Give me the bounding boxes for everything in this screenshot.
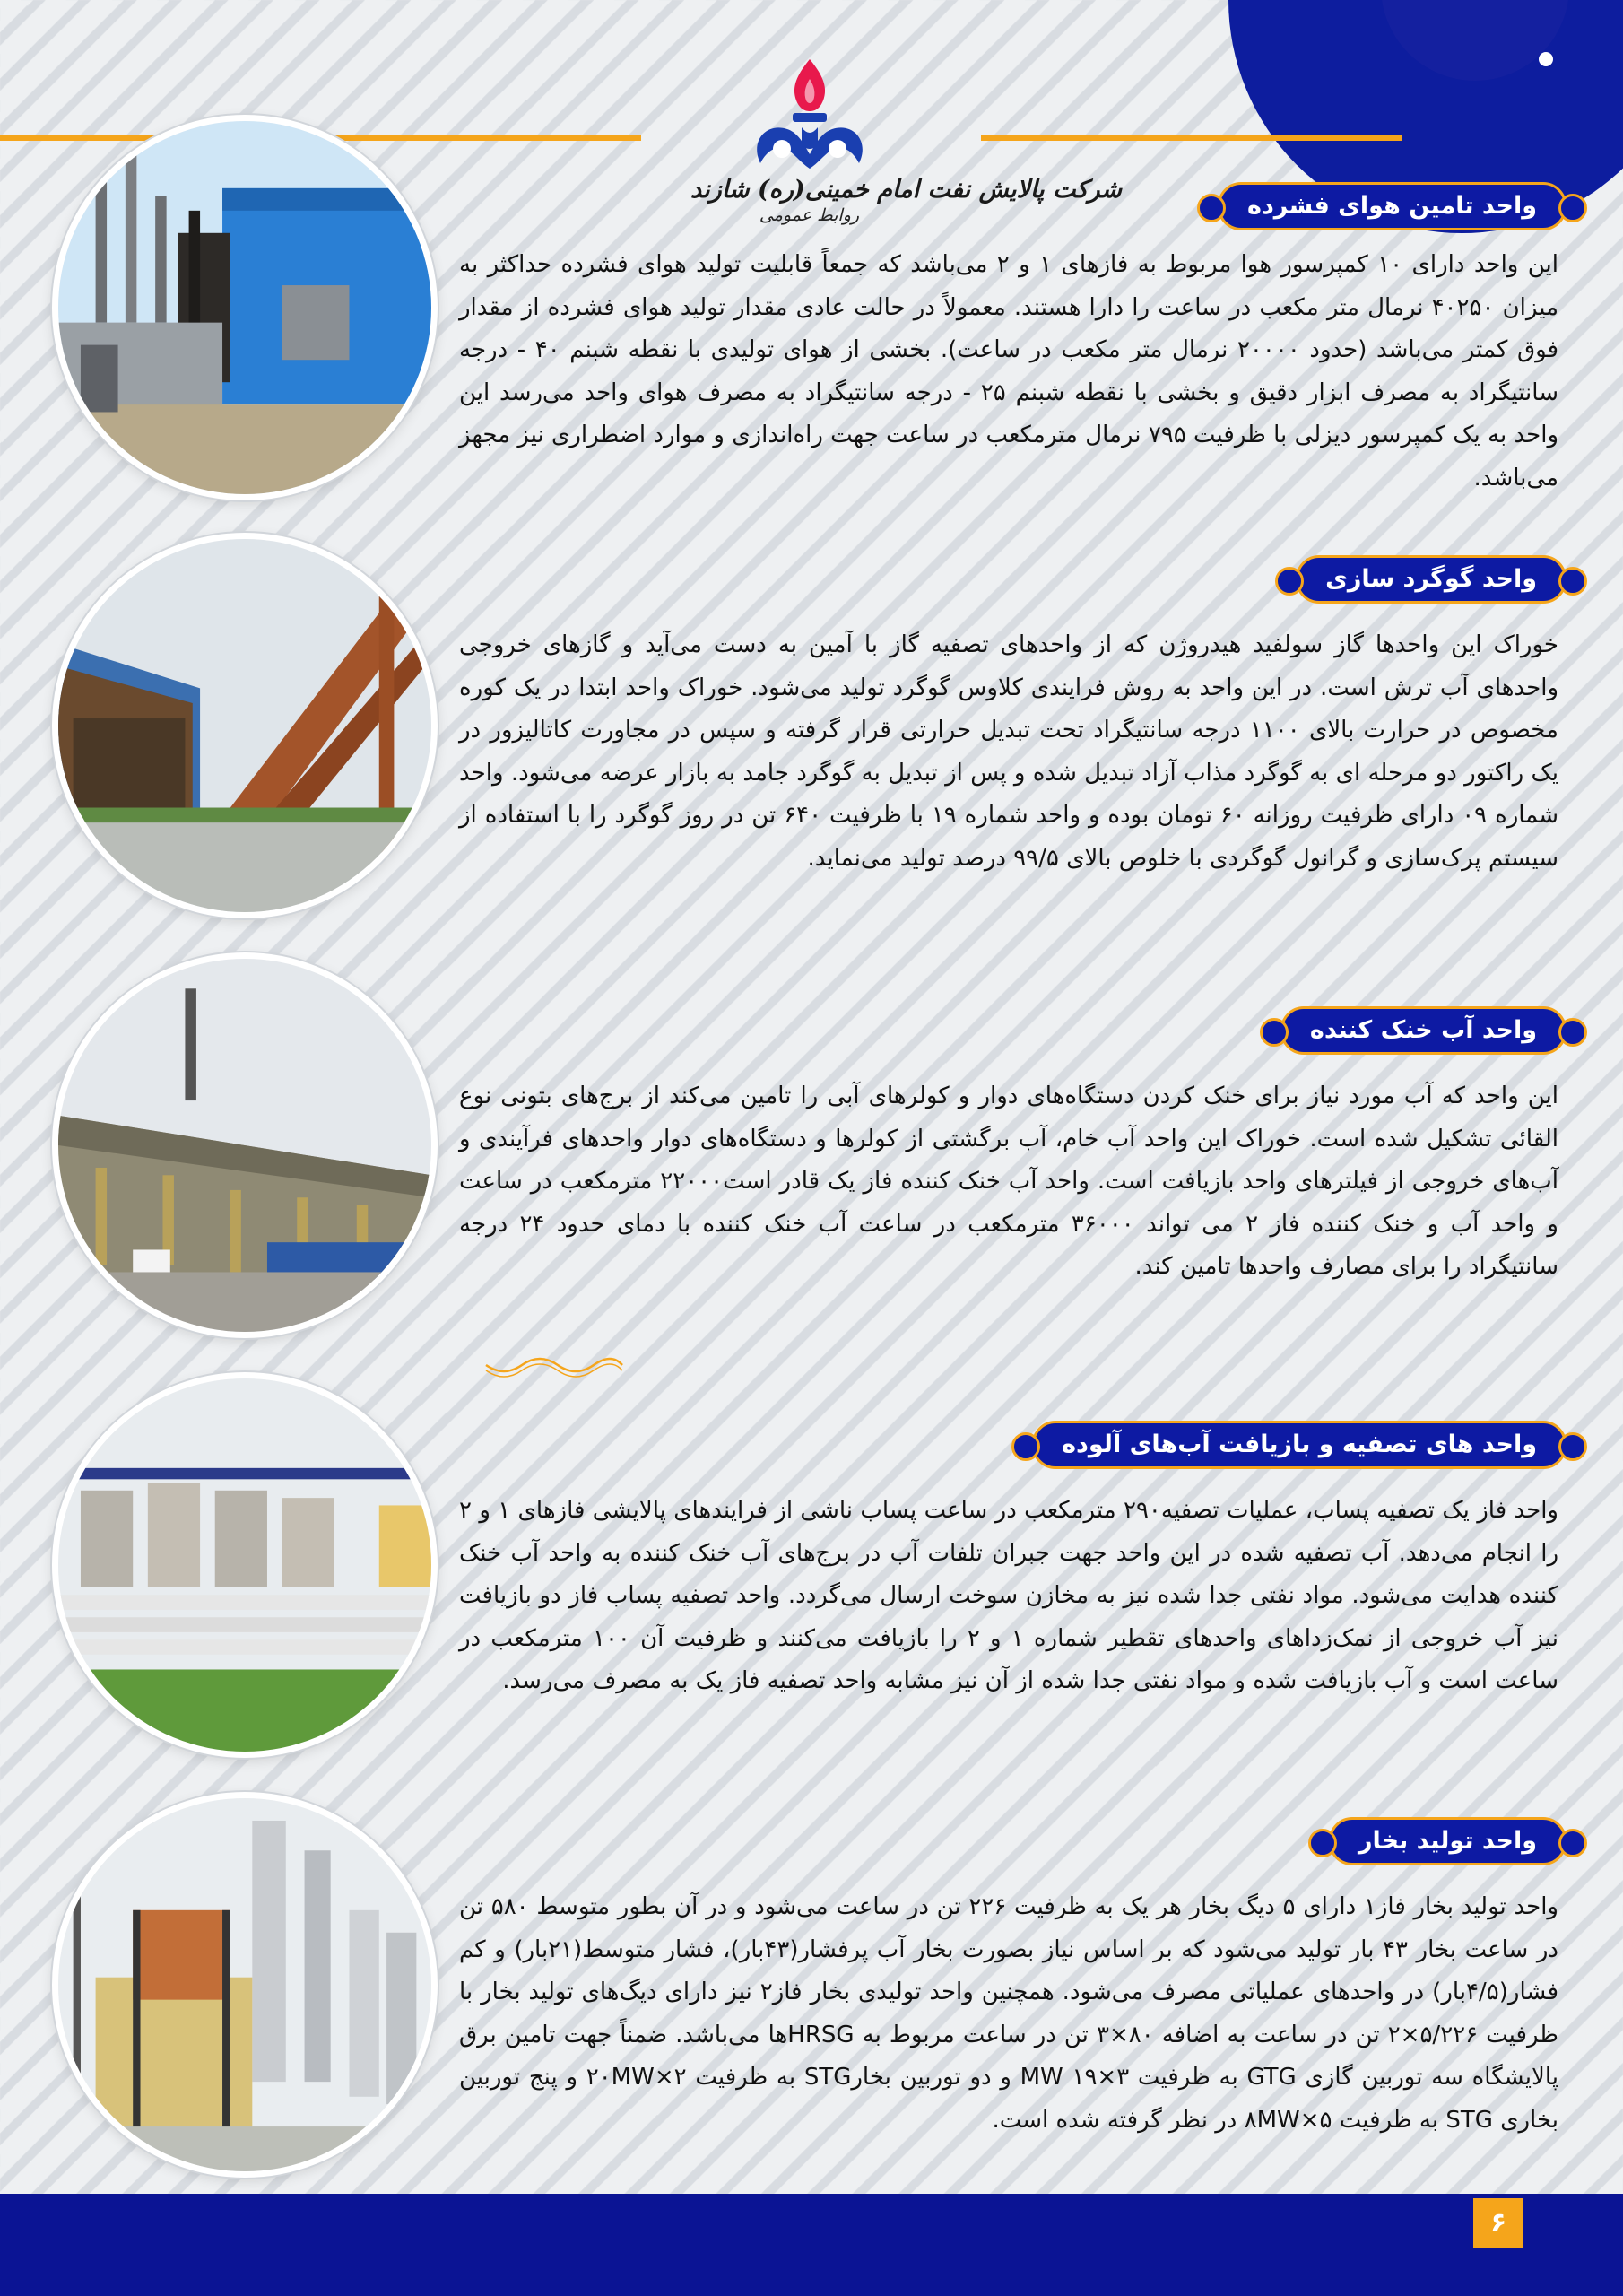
sulfur-plant-photo bbox=[52, 533, 438, 918]
title-pill-dot-right bbox=[1558, 194, 1587, 222]
section-title-steam bbox=[1329, 1817, 1567, 1866]
company-logo bbox=[690, 56, 1122, 244]
section-title-pill bbox=[1032, 1421, 1567, 1469]
section-title-wastewater bbox=[1032, 1421, 1567, 1469]
footer-bar bbox=[0, 2194, 1623, 2296]
title-pill-dot-left bbox=[1011, 1432, 1040, 1461]
header-rule-right bbox=[981, 135, 1402, 141]
section-title-compressed-air bbox=[1218, 182, 1567, 230]
section-title-sulfur bbox=[1296, 555, 1567, 604]
title-pill-dot-left bbox=[1197, 194, 1226, 222]
cooling-tower-photo bbox=[52, 952, 438, 1338]
section-title-pill bbox=[1218, 182, 1567, 230]
title-pill-dot-right bbox=[1558, 1018, 1587, 1047]
section-body-sulfur: خوراک این واحدها گاز سولفید هیدروژن که از واحدهای تصفیه گاز با آمین به دست می‌آید و گازهای خروجی واحدهای آب ترش است. در این واحد به روش فرایندی کلاوس گوگرد تولید می‌شود. خوراک واحد ابتدا در یک کوره مخصوص در حرارت بالای ۱۱۰۰ درجه سانتیگراد تحت تبدیل حرارتی قرار گرفته و سپس در مجاورت کاتالیزور در یک راکتور دو مرحله ای به گوگرد مذاب آزاد تبدیل شده و پس از تبدیل به گوگرد جامد به بازار عرضه می‌شود. واحد شماره ۰۹ دارای ظرفیت روزانه ۶۰ تومان بوده و واحد شماره ۱۹ با ظرفیت ۶۴۰ تن در روز گوگرد را با استفاده از سیستم پرک‌سازی و گرانول گوگردی با خلوص بالای ۹۹/۵ درصد تولید می‌نماید. bbox=[459, 631, 1558, 872]
logo-company-name: شرکت پالایش نفت امام خمینی(ره) شازند bbox=[690, 176, 1122, 204]
refinery-flame-logo-icon bbox=[742, 56, 877, 172]
title-pill-dot-right bbox=[1558, 1432, 1587, 1461]
section-body-wastewater: واحد فاز یک تصفیه پساب، عملیات تصفیه۲۹۰ مترمکعب در ساعت پساب ناشی از فرایندهای پالایشی فازهای ۱ و ۲ را انجام می‌دهد. آب تصفیه شده در این واحد جهت جبران تلفات آب در برج‌های آب خنک کننده به واحد آب خنک کننده هدایت می‌شود. مواد نفتی جدا شده نیز به مخازن سوخت ارسال می‌گردد. واحد تصفیه پساب فاز دو بازیافت نیز آب خروجی از نمک‌زداهای واحدهای تقطیر شماره ۱ و ۲ را بازیافت می‌کنند و ظرفیت آن ۱۰۰ مترمکعب در ساعت است و آب بازیافت شده و مواد نفتی جدا شده از آن نیز مشابه واحد تصفیه فاز یک به مصرف می‌رسد. bbox=[459, 1497, 1558, 1694]
section-title-pill bbox=[1280, 1006, 1567, 1055]
section-title-pill bbox=[1329, 1817, 1567, 1866]
title-pill-dot-left bbox=[1260, 1018, 1289, 1047]
section-title-text: واحد گوگرد سازی bbox=[1325, 565, 1537, 593]
section-body-compressed-air: این واحد دارای ۱۰ کمپرسور هوا مربوط به فازهای ۱ و ۲ می‌باشد که جمعاً قابلیت تولید هوای فشرده حداکثر به میزان ۴۰۲۵۰ نرمال متر مکعب در ساعت را دارا هستند. معمولاً در حالت عادی مقدار تولید هوای فشرده از مقدار فوق کمتر می‌باشد (حدود ۲۰۰۰۰ نرمال متر مکعب در ساعت). بخشی از هوای تولیدی با نقطه شبنم ۴۰ - درجه سانتیگراد به مصرف ابزار دقیق و بخشی با نقطه شبنم ۲۵ - درجه سانتیگراد به مصرف هوای واحد می‌رسد این واحد به یک کمپرسور دیزلی با ظرفیت ۷۹۵ نرمال مترمکعب در ساعت جهت راه‌اندازی و موارد اضطراری نیز مجهز می‌باشد. bbox=[459, 251, 1559, 491]
title-pill-dot-left bbox=[1308, 1829, 1337, 1857]
title-pill-dot-left bbox=[1275, 567, 1304, 596]
steam-plant-photo bbox=[52, 1792, 438, 2178]
section-title-text: واحد آب خنک کننده bbox=[1309, 1016, 1537, 1044]
section-title-cooling-water bbox=[1280, 1006, 1567, 1055]
section-title-text: واحد تامین هوای فشرده bbox=[1247, 192, 1537, 220]
title-pill-dot-right bbox=[1558, 567, 1587, 596]
section-title-text: واحد تولید بخار bbox=[1358, 1827, 1537, 1855]
section-title-pill bbox=[1296, 555, 1567, 604]
water-treatment-photo bbox=[52, 1372, 438, 1758]
section-body-steam: واحد تولید بخار فاز۱ دارای ۵ دیگ بخار هر یک به ظرفیت ۲۲۶ تن در ساعت می‌شود و در آن بطور متوسط ۵۸۰ تن در ساعت بخار ۴۳ بار تولید می‌شود که بر اساس نیاز بصورت بخار آب پرفشار(۴۳بار)، فشار متوسط(۲۱بار) و کم فشار(۴/۵بار) در واحدهای عملیاتی مصرف می‌شود. همچنین واحد تولیدی بخار فاز۲ نیز دارای دیگ‌های تولید بخار با ظرفیت ۵/۲۲۶×۲ تن در ساعت به اضافه ۸۰×۳ تن در ساعت مربوط به HRSGها می‌باشد. ضمناً جهت تامین برق پالایشگاه سه توربین گازی GTG به ظرفیت MW ۱۹×۳ و دو توربین بخارSTG به ظرفیت ۲۰MW×۲ و پنج توربین بخاری STG به ظرفیت ۸MW×۵ در نظر گرفته شده است. bbox=[459, 1893, 1559, 2134]
decorative-wave-divider bbox=[482, 1352, 626, 1383]
section-title-text: واحد های تصفیه و بازیافت آب‌های آلوده bbox=[1062, 1431, 1537, 1458]
page-number: ۶ bbox=[1473, 2198, 1523, 2248]
title-pill-dot-right bbox=[1558, 1829, 1587, 1857]
compressed-air-plant-photo bbox=[52, 115, 438, 500]
corner-decoration-dot bbox=[1539, 52, 1553, 66]
logo-subtitle: روابط عمومی bbox=[759, 205, 860, 225]
section-body-cooling-water: این واحد که آب مورد نیاز برای خنک کردن دستگاه‌های دوار و کولرهای آبی را تامین می‌کند از برج‌های بتونی نوع القائی تشکیل شده است. خوراک این واحد آب خام، آب برگشتی از کولرها و دستگاه‌های دوار واحدهای فرآیندی و آب‌های خروجی از فیلترهای واحد بازیافت است. واحد آب خنک کننده فاز یک قادر است۲۲۰۰۰ مترمکعب در ساعت و واحد آب و خنک کننده فاز ۲ می تواند ۳۶۰۰۰ مترمکعب در ساعت آب خنک کننده با دمای حدود ۲۴ درجه سانتیگراد را برای مصارف واحدها تامین کند. bbox=[459, 1083, 1558, 1280]
